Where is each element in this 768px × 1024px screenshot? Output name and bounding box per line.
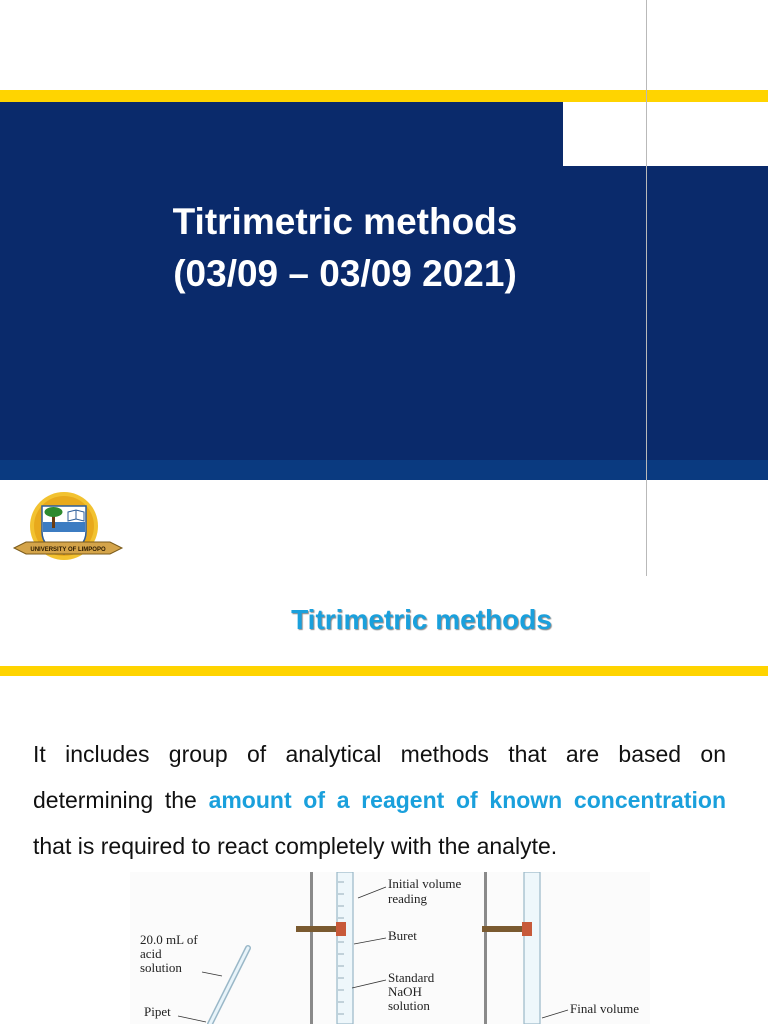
label-initial: Initial volume reading xyxy=(388,876,462,906)
vertical-guide-line xyxy=(646,0,647,576)
banner-bottom-stripe xyxy=(0,460,768,480)
university-logo xyxy=(12,488,124,568)
clamp-right-icon xyxy=(482,922,532,936)
label-buret: Buret xyxy=(388,928,417,943)
buret-left-icon xyxy=(337,872,353,1024)
label-acid: 20.0 mL of acid solution xyxy=(140,932,198,975)
content-slide xyxy=(0,576,768,1024)
slide-title xyxy=(80,196,610,300)
label-standard: Standard NaOH solution xyxy=(388,970,435,1013)
stand-rod-right xyxy=(484,872,487,1024)
content-yellow-bar xyxy=(0,666,768,676)
body-highlight: amount of a reagent of known concentration xyxy=(208,787,726,813)
body-text-part1: It includes group of analytical methods that are based on determining the xyxy=(33,741,726,813)
figure-labels xyxy=(140,876,639,1019)
top-yellow-bar xyxy=(0,90,768,102)
titration-figure xyxy=(130,872,650,1024)
slide-title-line1: Titrimetric methods xyxy=(172,201,518,242)
banner-notch xyxy=(563,102,768,166)
slide-title-line2: (03/09 – 03/09 2021) xyxy=(173,253,517,294)
label-final: Final volume xyxy=(570,1001,639,1016)
pipet-icon xyxy=(210,948,248,1024)
body-text-part2: that is required to react completely with the analyte. xyxy=(33,833,558,859)
body-paragraph xyxy=(33,731,726,869)
label-pipet: Pipet xyxy=(144,1004,171,1019)
stand-rod-left xyxy=(310,872,313,1024)
svg-text:UNIVERSITY OF LIMPOPO: UNIVERSITY OF LIMPOPO xyxy=(30,547,106,553)
clamp-left-icon xyxy=(296,922,346,936)
buret-right-icon xyxy=(524,872,540,1024)
content-slide-title: Titrimetric methods xyxy=(291,604,552,635)
